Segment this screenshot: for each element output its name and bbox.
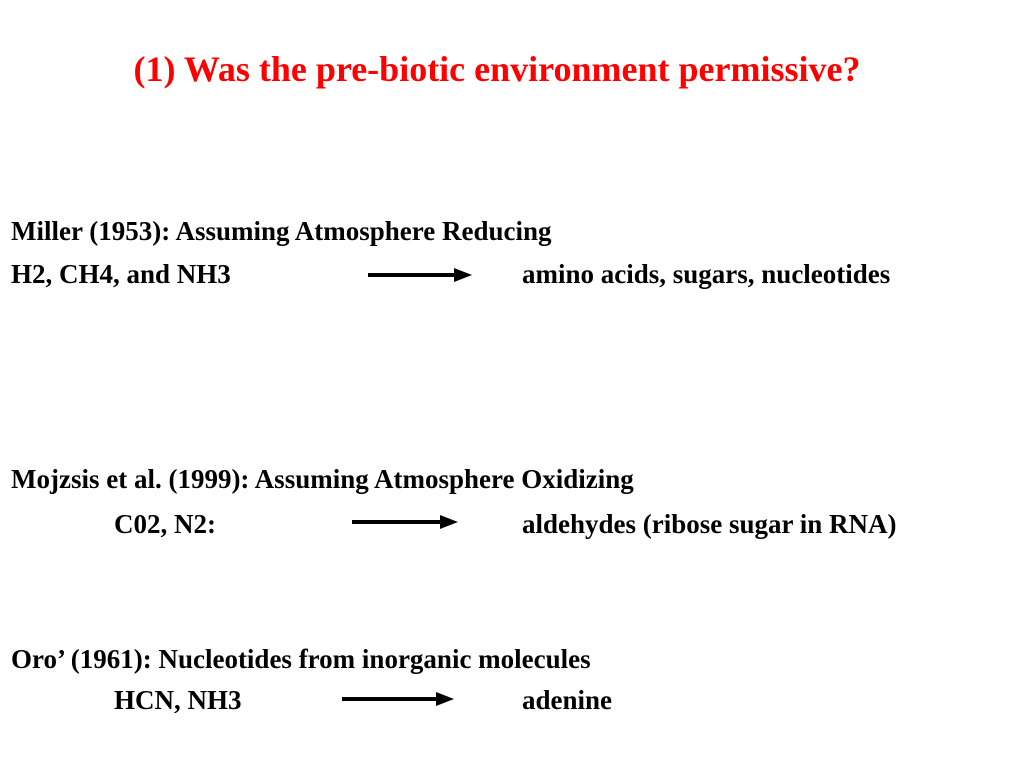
mojzsis-heading: Mojzsis et al. (1999): Assuming Atmosphere Oxidizing — [11, 464, 634, 494]
miller-products: amino acids, sugars, nucleotides — [522, 259, 891, 289]
right-arrow-icon — [368, 268, 472, 282]
oro-reactants: HCN, NH3 — [114, 685, 242, 715]
oro-products: adenine — [522, 685, 613, 715]
mojzsis-reactants: C02, N2: — [114, 509, 216, 539]
slide-title: (1) Was the pre-biotic environment permissive? — [133, 49, 861, 89]
right-arrow-icon — [342, 692, 454, 706]
mojzsis-products: aldehydes (ribose sugar in RNA) — [522, 509, 897, 539]
oro-heading: Oro’ (1961): Nucleotides from inorganic molecules — [11, 644, 591, 674]
right-arrow-icon — [352, 515, 458, 529]
miller-heading: Miller (1953): Assuming Atmosphere Reducing — [11, 216, 552, 246]
miller-reactants: H2, CH4, and NH3 — [11, 259, 231, 289]
